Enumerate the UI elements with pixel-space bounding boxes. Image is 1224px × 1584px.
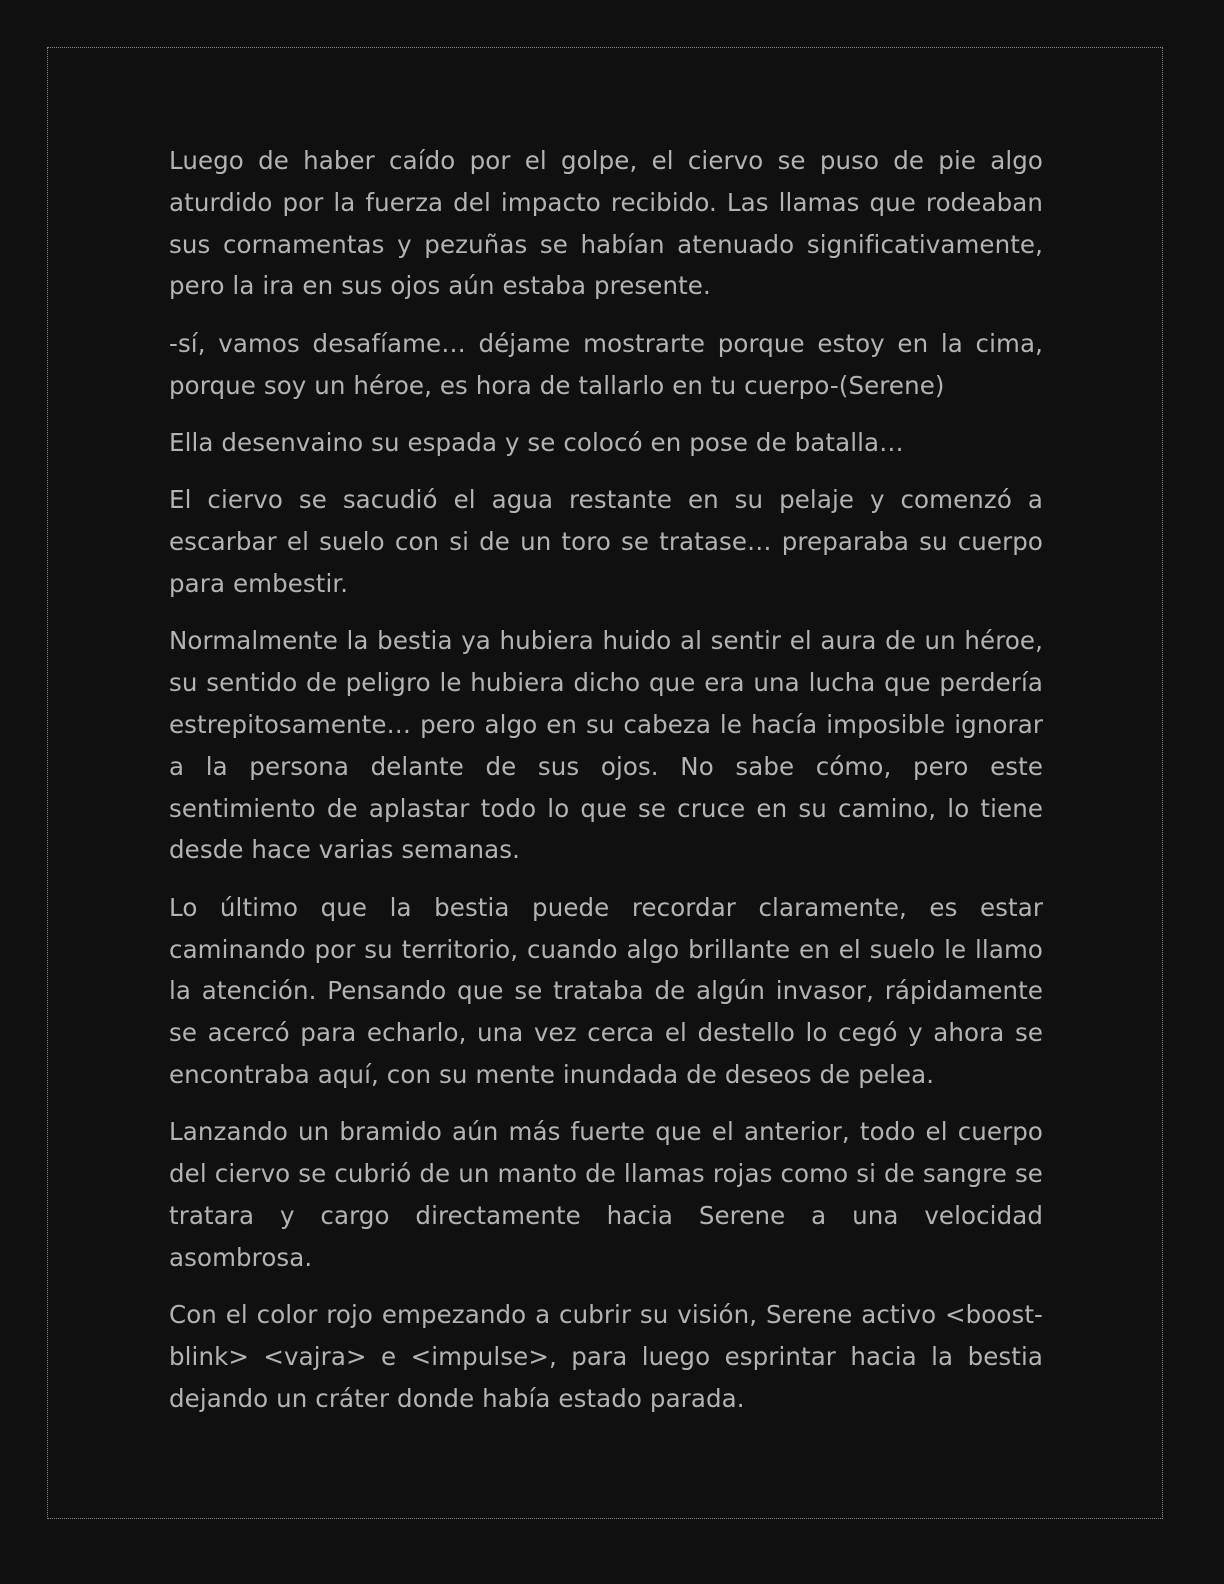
paragraph: Con el color rojo empezando a cubrir su visión, Serene activo <boost-blink> <vajra> e <impulse>, para luego esprintar hacia la bestia dejando un cráter donde había estado parada. [169,1300,1043,1413]
paragraph: Normalmente la bestia ya hubiera huido al sentir el aura de un héroe, su sentido de peligro le hubiera dicho que era una lucha que perdería estrepitosamente… pero algo en su cabeza le hacía imposible ignorar a la persona delante de sus ojos. No sabe cómo, pero este sentimiento de aplastar todo lo que se cruce en su camino, lo tiene desde hace varias semanas. [169,626,1043,865]
paragraph: El ciervo se sacudió el agua restante en su pelaje y comenzó a escarbar el suelo con si de un toro se tratase… preparaba su cuerpo para embestir. [169,485,1043,598]
paragraph: Ella desenvaino su espada y se colocó en pose de batalla… [169,427,904,457]
paragraph: Luego de haber caído por el golpe, el ciervo se puso de pie algo aturdido por la fuerza del impacto recibido. Las llamas que rodeaban sus cornamentas y pezuñas se habían atenuado significativamente, pero la ira en sus ojos aún estaba presente. [169,146,1043,301]
paragraph: Lanzando un bramido aún más fuerte que el anterior, todo el cuerpo del ciervo se cubrió de un manto de llamas rojas como si de sangre se tratara y cargo directamente hacia Serene a una velocidad asombrosa. [169,1117,1043,1272]
paragraph: Lo último que la bestia puede recordar claramente, es estar caminando por su territorio, cuando algo brillante en el suelo le llamo la atención. Pensando que se trataba de algún invasor, rápidamente se acercó para echarlo, una vez cerca el destello lo cegó y ahora se encontraba aquí, con su mente inundada de deseos de pelea. [169,892,1043,1089]
story-text [169,140,1043,1435]
paragraph: -sí, vamos desafíame… déjame mostrarte porque estoy en la cima, porque soy un héroe, es hora de tallarlo en tu cuerpo-(Serene) [169,328,1043,400]
